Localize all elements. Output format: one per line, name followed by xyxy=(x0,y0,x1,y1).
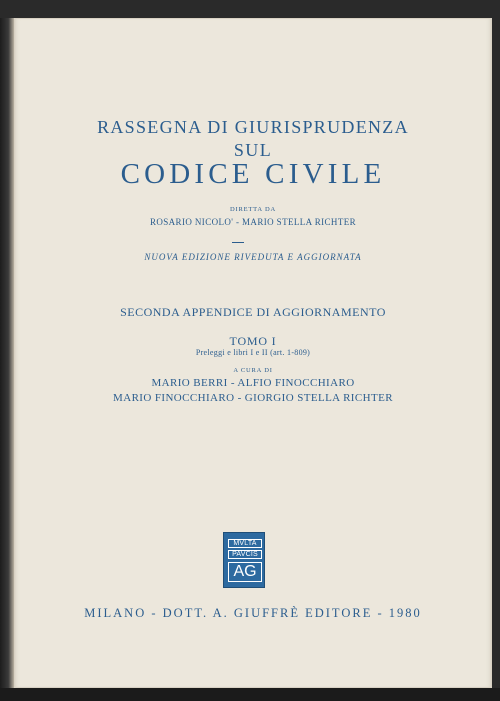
publisher-imprint: MILANO - DOTT. A. GIUFFRÈ EDITORE - 1980 xyxy=(84,606,422,620)
top-background xyxy=(0,0,500,18)
publisher-logo xyxy=(223,532,265,588)
main-title: CODICE CIVILE xyxy=(120,158,386,190)
volume-scope: Preleggi e libri I e II (art. 1-809) xyxy=(195,348,311,357)
directed-by-label: DIRETTA DA xyxy=(230,206,276,213)
logo-motto-line-2: PAVCIS xyxy=(228,550,262,559)
volume-number: TOMO I xyxy=(229,334,277,348)
appendix-title: SECONDA APPENDICE DI AGGIORNAMENTO xyxy=(120,305,386,319)
directors: ROSARIO NICOLO' - MARIO STELLA RICHTER xyxy=(149,217,357,227)
sul-text: SUL xyxy=(233,140,273,160)
left-book-edge xyxy=(0,18,14,688)
logo-initials: AG xyxy=(228,562,262,582)
series-title: RASSEGNA DI GIURISPRUDENZA xyxy=(97,117,409,137)
separator-dash xyxy=(232,242,244,243)
curated-by-label: A CURA DI xyxy=(233,367,273,374)
editors-line-1: MARIO BERRI - ALFIO FINOCCHIARO xyxy=(151,377,355,389)
editors-line-2: MARIO FINOCCHIARO - GIORGIO STELLA RICHTER xyxy=(113,392,393,404)
bottom-background xyxy=(0,688,500,701)
logo-motto-line-1: MVLTA xyxy=(228,539,262,548)
edition-note: NUOVA EDIZIONE RIVEDUTA E AGGIORNATA xyxy=(144,252,362,262)
